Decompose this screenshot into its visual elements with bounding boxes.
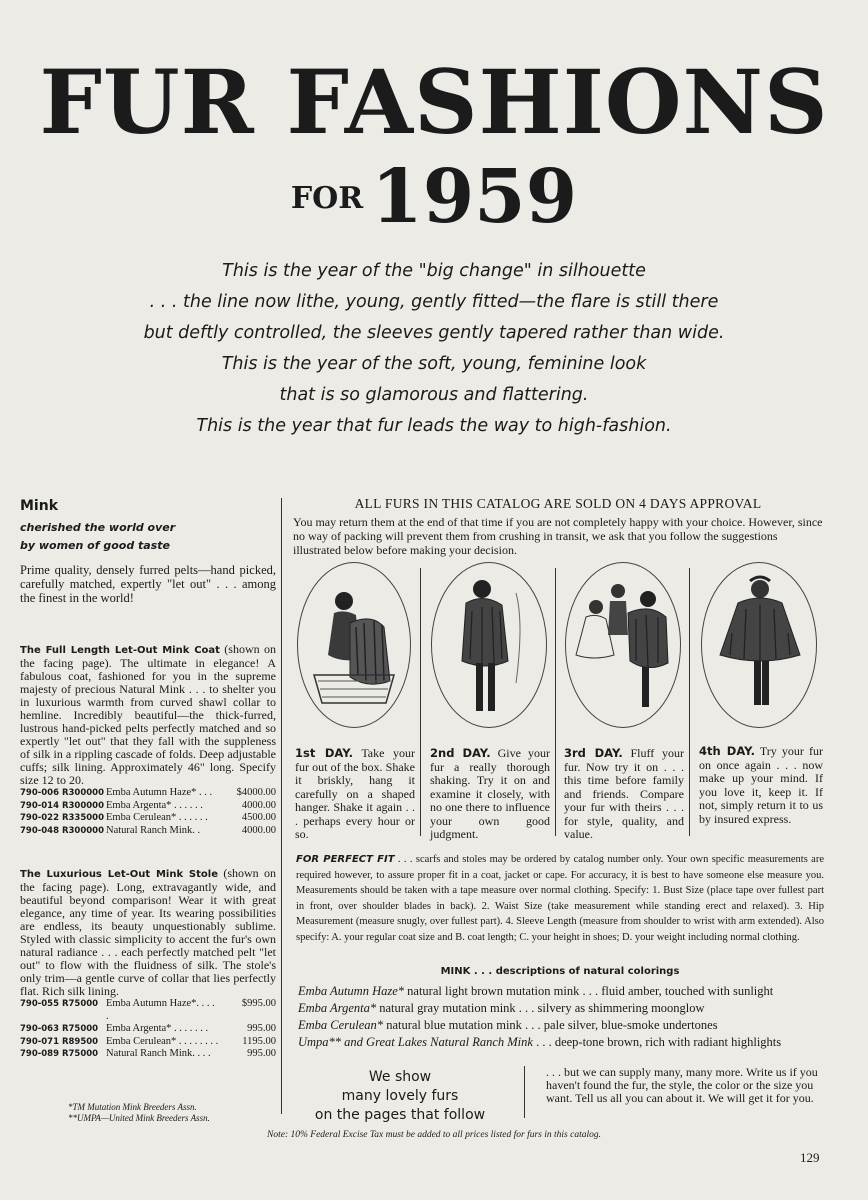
- footnote-tm: *TM Mutation Mink Breeders Assn.: [68, 1102, 197, 1112]
- intro-line: This is the year that fur leads the way to high-fashion.: [196, 416, 672, 436]
- woman-wearing-fur-icon: [702, 563, 816, 727]
- colorings-list: [298, 983, 838, 1051]
- price-row: [20, 800, 276, 813]
- woman-trying-fur-icon: [432, 563, 546, 727]
- day-2-text: [430, 747, 550, 842]
- mink-tagline: by women of good taste: [20, 539, 170, 552]
- show-line: many lovely furs: [341, 1088, 459, 1104]
- day-1-illustration: [297, 562, 411, 728]
- item-price: 1195.00: [242, 1035, 276, 1047]
- coloring-row: [298, 983, 838, 1000]
- coloring-desc: natural gray mutation mink . . . silvery as shimmering moonglow: [376, 1001, 705, 1015]
- coat-price-list: [20, 787, 276, 837]
- day-label: 4th DAY.: [699, 744, 755, 758]
- price-row: [20, 1048, 276, 1061]
- tax-note: Note: 10% Federal Excise Tax must be added to all prices listed for furs in this catalog.: [267, 1130, 601, 1140]
- fit-text: . . . scarfs and stoles may be ordered by catalog number only. Your own specific measurements are required however, to assure proper fit in a coat, jacket or cape. For accuracy, it is best to have someone else measure you. Measurements should be taken with a tape measure over normal clothing. Specify: 1. Bust Size (place tape over fullest part in front, over shoulder blades in back). 2. Waist Size (take measurement while standing erect and relaxed). 3. Hip Measurement (measure snugly, over fullest part). 4. Sleeve Length (measure from shoulder to wrist with arm extended). Also specify: A. your regular coat size and B. coat length; C. your height in shoes; D. your weight including normal clothing.: [296, 854, 824, 943]
- price-row: [20, 825, 276, 838]
- catalog-number: 790-071 R89500: [20, 1036, 99, 1047]
- catalog-number: 790-055 R75000: [20, 999, 99, 1009]
- stole-body: (shown on the facing page). Long, extravagantly wide, and beautiful beyond comparison! Wear it with great elegance, any time of year. Its wearing possibilities are endless, its beauty unquestionably sublime. Styled with classic simplicity to accent the fur's own natural radiance . . . each perfectly matched pelt "let out" to flow with the fluidness of silk. The stole's only trim—a gentle curve of collar that lies perfectly flat. Rich silk lining.: [20, 866, 276, 998]
- coloring-name: Emba Cerulean*: [298, 1018, 384, 1032]
- coloring-row: [298, 1034, 838, 1051]
- item-name: Natural Ranch Mink. . . .: [106, 1048, 211, 1059]
- coat-description: [20, 643, 276, 787]
- approval-heading: ALL FURS IN THIS CATALOG ARE SOLD ON 4 DAYS APPROVAL: [354, 496, 762, 511]
- coloring-desc: . . . deep-tone brown, rich with radiant highlights: [532, 1035, 782, 1049]
- coloring-name: Emba Argenta*: [298, 1001, 377, 1015]
- day-instructions: Try your fur on once again . . . now make up your mind. If you love it, keep it. If not, simply return it to us by insured express.: [699, 744, 823, 826]
- intro-line: . . . the line now lithe, young, gently fitted—the flare is still there: [149, 292, 719, 312]
- supply-text: . . . but we can supply many, many more. Write us if you haven't found the fur, the style, the color or the size you want. Tell us all you can about it. We will get it for you.: [546, 1065, 818, 1105]
- column-divider: [281, 498, 282, 1114]
- intro-line: but deftly controlled, the sleeves gently tapered rather than wide.: [143, 323, 725, 343]
- women-comparing-furs-icon: [566, 563, 680, 727]
- intro-paragraph: [0, 256, 868, 442]
- price-row: [20, 1023, 276, 1036]
- item-price: $995.00: [241, 998, 276, 1009]
- show-line: We show: [368, 1069, 432, 1085]
- catalog-number: 790-048 R300000: [20, 825, 105, 836]
- day-instructions: Give your fur a really thorough shaking. Try it on and examine it closely, with no one there to influence your own good judgment.: [430, 746, 551, 841]
- day-divider: [420, 568, 421, 836]
- footnote-umpa: **UMPA—United Mink Breeders Assn.: [68, 1113, 210, 1123]
- coat-title: The Full Length Let-Out Mink Coat: [20, 645, 220, 656]
- item-price: $4000.00: [236, 787, 276, 798]
- show-divider: [524, 1066, 525, 1118]
- day-4-text: [699, 745, 823, 826]
- woman-unpacking-fur-icon: [298, 563, 410, 727]
- stole-price-list: [20, 998, 276, 1061]
- day-divider: [555, 568, 556, 836]
- price-row: [20, 1036, 276, 1049]
- left-column: [20, 500, 276, 1061]
- page-subtitle: [0, 154, 868, 240]
- item-price: 4500.00: [241, 812, 276, 823]
- day-label: 3rd DAY.: [564, 746, 623, 760]
- item-name: Emba Argenta* . . . . . .: [106, 799, 203, 811]
- approval-section: [293, 496, 823, 557]
- coloring-row: [298, 1017, 838, 1034]
- coloring-desc: natural light brown mutation mink . . . fluid amber, touched with sunlight: [404, 984, 774, 998]
- show-callout: [296, 1068, 504, 1125]
- footnotes: [68, 1102, 268, 1124]
- price-row: [20, 787, 276, 800]
- perfect-fit-section: [296, 852, 824, 945]
- coloring-name: Umpa** and Great Lakes Natural Ranch Mink: [298, 1035, 533, 1049]
- day-instructions: Fluff your fur. Now try it on . . . this time before family and friends. Compare your fur with theirs . . . for style, quality, and value.: [564, 746, 685, 841]
- intro-line: This is the year of the "big change" in silhouette: [222, 261, 646, 281]
- catalog-number: 790-022 R335000: [20, 813, 105, 823]
- four-day-illustrations: [293, 566, 823, 841]
- colorings-heading: MINK . . . descriptions of natural colorings: [440, 966, 680, 977]
- mink-heading: Mink: [20, 498, 59, 514]
- item-price: 4000.00: [241, 824, 276, 836]
- stole-title: The Luxurious Let-Out Mink Stole: [20, 869, 218, 880]
- day-1-text: [295, 747, 415, 842]
- item-name: Natural Ranch Mink. .: [106, 824, 201, 836]
- day-instructions: Take your fur out of the box. Shake it briskly, hang it carefully on a shaped hanger. Shake it again . . . perhaps every hour or so.: [295, 746, 415, 841]
- item-name: Emba Argenta* . . . . . . .: [106, 1023, 209, 1034]
- item-price: 995.00: [247, 1023, 276, 1034]
- stole-description: [20, 867, 276, 998]
- day-label: 1st DAY.: [295, 746, 354, 760]
- mink-tagline: cherished the world over: [20, 521, 176, 534]
- page-number: 129: [800, 1150, 820, 1165]
- fit-label: FOR PERFECT FIT: [296, 854, 395, 865]
- catalog-number: 790-089 R75000: [20, 1049, 99, 1059]
- item-name: Emba Cerulean* . . . . . . . .: [106, 1035, 219, 1047]
- day-label: 2nd DAY.: [430, 746, 491, 760]
- item-price: 995.00: [247, 1048, 276, 1059]
- coat-body: (shown on the facing page). The ultimate in elegance! A fabulous coat, fashioned for you in the supreme majesty of precious Natural Mink . . . to shelter you in luxurious warmth from curved shawl collar to hemline. Incredibly beautiful—the thick-furred, lustrous hand-picked pelts perfectly matched and so expertly "let out" that they fall with the suppleness of silk in a rippling cascade of folds. Deep adjustable cuffs; silk lining. Approximately 46" long. Specify size 12 to 20.: [20, 642, 276, 787]
- catalog-number: 790-006 R300000: [20, 788, 105, 798]
- coloring-desc: natural blue mutation mink . . . pale silver, blue-smoke undertones: [383, 1018, 718, 1032]
- catalog-number: 790-014 R300000: [20, 800, 105, 811]
- approval-text: You may return them at the end of that time if you are not completely happy with your choice. However, since no way of packing will prevent them from crushing in transit, we ask that you follow the suggestions illustrated below before making your decision.: [293, 515, 823, 557]
- item-name: Emba Cerulean* . . . . . .: [106, 812, 208, 823]
- catalog-number: 790-063 R75000: [20, 1024, 99, 1034]
- day-divider: [689, 568, 690, 836]
- item-name: Emba Autumn Haze* . . .: [106, 787, 213, 798]
- day-4-illustration: [701, 562, 817, 728]
- item-price: 4000.00: [241, 799, 276, 811]
- day-3-text: [564, 747, 684, 842]
- coloring-name: Emba Autumn Haze*: [298, 984, 405, 998]
- day-3-illustration: [565, 562, 681, 728]
- coloring-row: [298, 1000, 838, 1017]
- mink-description: Prime quality, densely furred pelts—hand picked, carefully matched, expertly "let out" . . . among the finest in the world!: [20, 563, 276, 605]
- price-row: [20, 812, 276, 825]
- intro-line: that is so glamorous and flattering.: [279, 385, 589, 405]
- year: 1959: [371, 154, 578, 240]
- price-row: [20, 998, 276, 1023]
- for-word: FOR: [290, 181, 364, 216]
- day-2-illustration: [431, 562, 547, 728]
- show-line: on the pages that follow: [314, 1107, 486, 1123]
- item-name: Emba Autumn Haze*. . . . .: [106, 998, 215, 1022]
- intro-line: This is the year of the soft, young, feminine look: [221, 354, 647, 374]
- page-title: FUR FASHIONS: [39, 50, 829, 154]
